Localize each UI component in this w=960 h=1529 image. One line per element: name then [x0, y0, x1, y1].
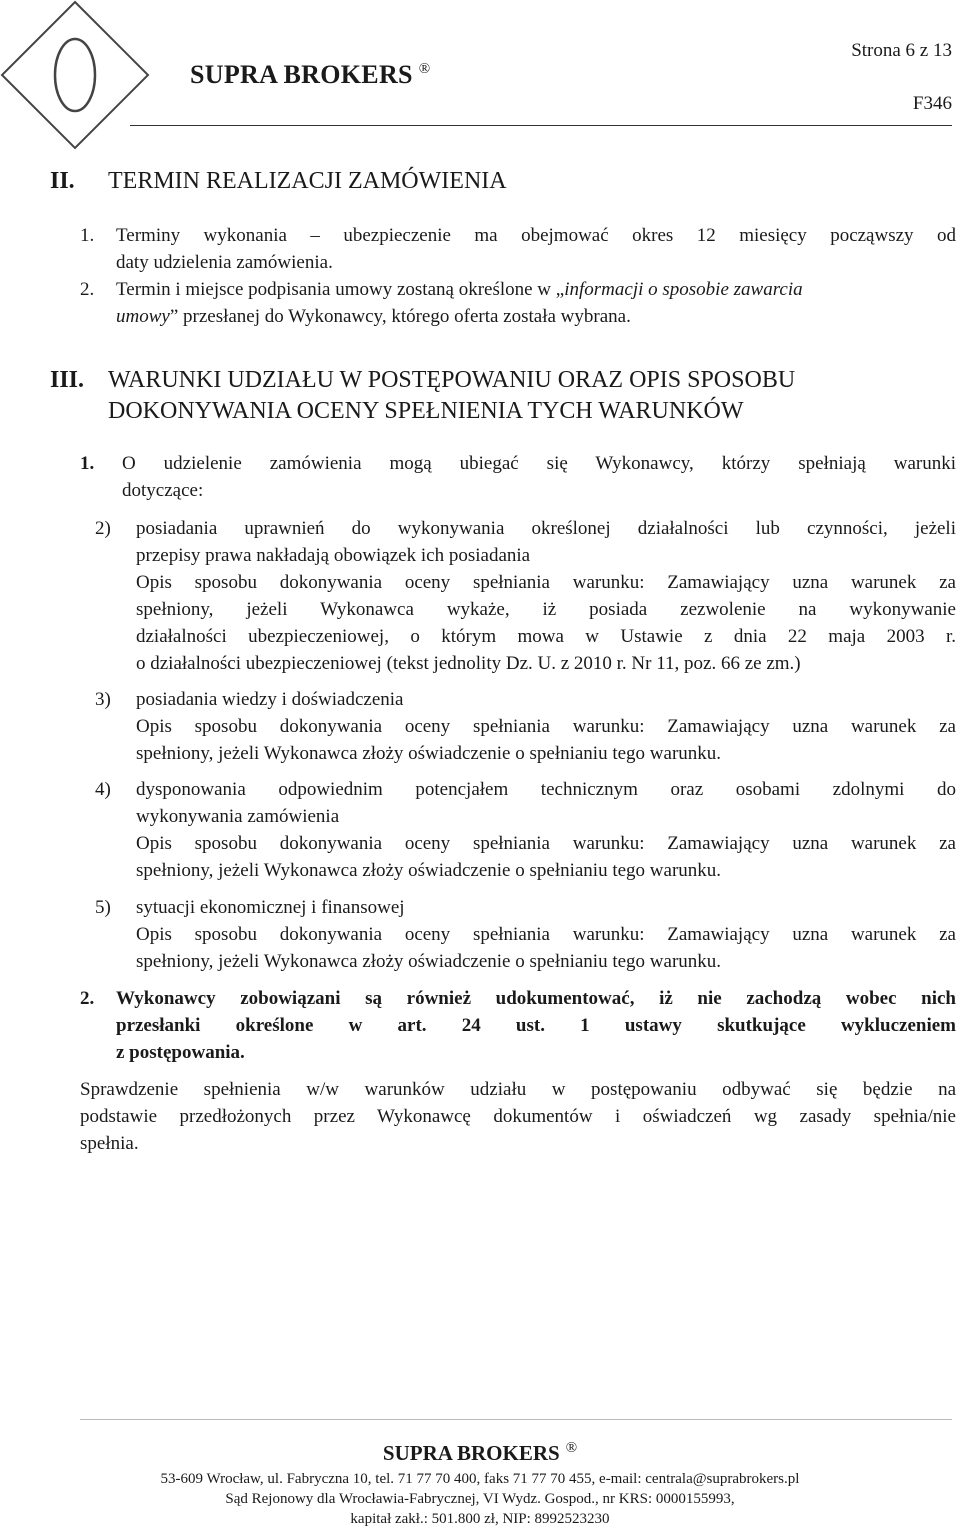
- section-iii-number: III.: [50, 367, 85, 393]
- point-2-text: Wykonawcy zobowiązani są również udokumentować, iż nie zachodzą wobec nich przesłanki określone w art. 24 ust. 1 ustawy skutkujące wykluczeniem z postępowania.: [116, 988, 956, 1063]
- point-1-number: 1.: [80, 453, 95, 474]
- footer-address: 53-609 Wrocław, ul. Fabryczna 10, tel. 71 77 70 400, faks 71 77 70 455, e-mail: centrala@suprabrokers.pl: [160, 1471, 800, 1487]
- point-1-text: O udzielenie zamówienia mogą ubiegać się Wykonawcy, którzy spełniają warunki dotyczące:: [122, 453, 956, 501]
- footer-registered-mark: ®: [565, 1440, 578, 1456]
- page-number: Strona 6 z 13: [851, 40, 952, 61]
- closing-paragraph: Sprawdzenie spełnienia w/w warunków udziału w postępowaniu odbywać się będzie na podstawie przedłożonych przez Wykonawcę dokumentów i oświadczeń wg zasady spełnia/nie spełnia.: [80, 1079, 956, 1154]
- section-iii-title-line2: DOKONYWANIA OCENY SPEŁNIENIA TYCH WARUNKÓW: [108, 398, 744, 424]
- item-ii-1-line1: Terminy wykonania – ubezpieczenie ma obejmować okres 12 miesięcy począwszy od: [116, 225, 956, 246]
- subitem-3-number: 3): [95, 689, 111, 710]
- point-2-number: 2.: [80, 988, 95, 1009]
- footer-divider: [80, 1419, 952, 1420]
- section-ii-number: II.: [50, 168, 75, 194]
- subitem-5-number: 5): [95, 897, 111, 918]
- footer-court-registry: Sąd Rejonowy dla Wrocławia-Fabrycznej, VI Wydz. Gospod., nr KRS: 0000155993,: [225, 1491, 735, 1507]
- registered-mark: ®: [418, 61, 431, 78]
- subitem-4-number: 4): [95, 779, 111, 800]
- subitem-3-text: posiadania wiedzy i doświadczenia Opis sposobu dokonywania oceny spełniania warunku: Zamawiający uzna warunek za spełniony, jeżeli Wykonawca złoży oświadczenie o spełnianiu tego warunku.: [136, 689, 956, 764]
- item-ii-2-number: 2.: [80, 279, 95, 300]
- header-divider: [130, 125, 952, 126]
- item-ii-1-line2: daty udzielenia zamówienia.: [116, 252, 333, 273]
- logo-icon: [0, 0, 150, 150]
- header-brand: SUPRA BROKERS ®: [190, 60, 431, 89]
- document-id: F346: [912, 93, 952, 114]
- item-ii-1-number: 1.: [80, 225, 95, 246]
- subitem-2-text: posiadania uprawnień do wykonywania określonej działalności lub czynności, jeżeli przepisy prawa nakładają obowiązek ich posiadania Opis sposobu dokonywania oceny spełniania warunku: Zamawiający uzna warunek za spełniony, jeżeli Wykonawca wykaże, iż posiada zezwolenie na wykonywanie działalności ubezpieczeniowej, o którym mowa w Ustawie z dnia 22 maja 2003 r. o działalności ubezpieczeniowej (tekst jednolity Dz. U. z 2010 r. Nr 11, poz. 66 ze zm.): [136, 518, 956, 674]
- subitem-5-text: sytuacji ekonomicznej i finansowej Opis sposobu dokonywania oceny spełniania warunku: Zamawiający uzna warunek za spełniony, jeżeli Wykonawca złoży oświadczenie o spełnianiu tego warunku.: [136, 897, 956, 972]
- section-iii-title-line1: WARUNKI UDZIAŁU W POSTĘPOWANIU ORAZ OPIS SPOSOBU: [108, 367, 796, 393]
- subitem-4-text: dysponowania odpowiednim potencjałem technicznym oraz osobami zdolnymi do wykonywania zamówienia Opis sposobu dokonywania oceny spełniania warunku: Zamawiający uzna warunek za spełniony, jeżeli Wykonawca złoży oświadczenie o spełnianiu tego warunku.: [136, 779, 956, 881]
- item-ii-2-line2: umowy” przesłanej do Wykonawcy, którego oferta została wybrana.: [116, 306, 631, 327]
- footer-capital-nip: kapitał zakł.: 501.800 zł, NIP: 8992523230: [350, 1511, 610, 1527]
- item-ii-2-line1: Termin i miejsce podpisania umowy zostaną określone w „informacji o sposobie zawarcia: [116, 279, 803, 300]
- footer-brand: SUPRA BROKERS ®: [382, 1440, 578, 1465]
- section-ii-title: TERMIN REALIZACJI ZAMÓWIENIA: [108, 168, 507, 194]
- subitem-2-number: 2): [95, 518, 111, 539]
